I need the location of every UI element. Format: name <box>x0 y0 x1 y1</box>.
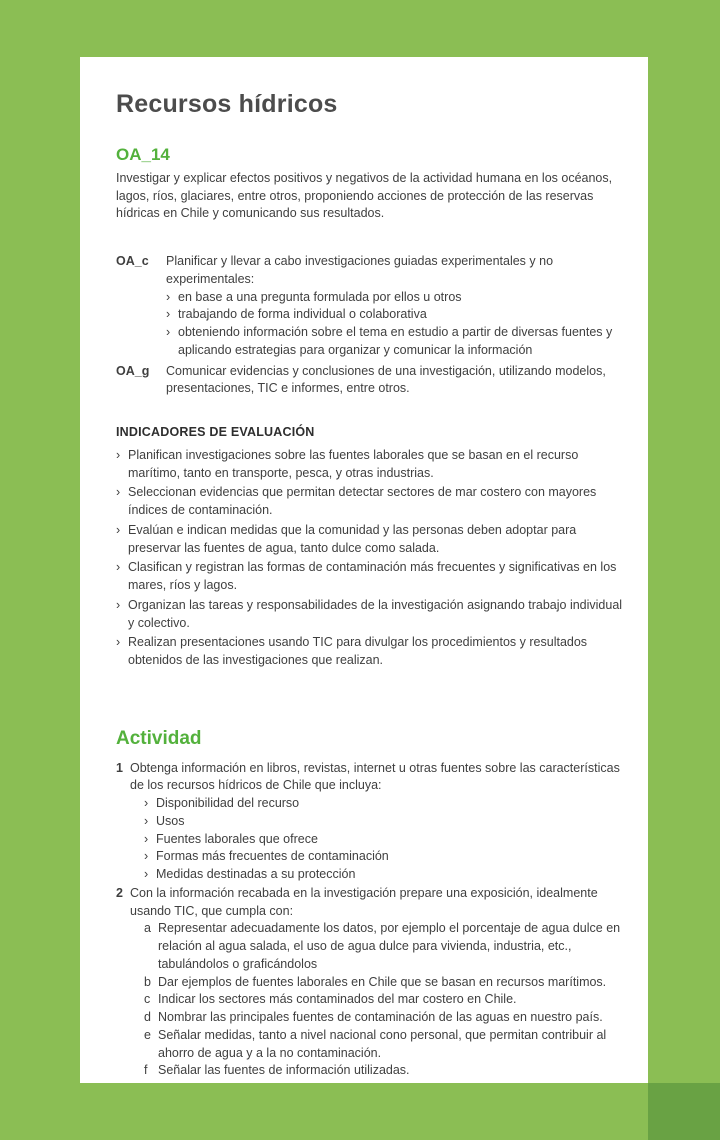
numbered-item-text: Obtenga información en libros, revistas, internet u otras fuentes sobre las características de los recursos hídricos de Chile que incluya: <box>130 760 620 793</box>
oa-item-text: Planificar y llevar a cabo investigaciones guiadas experimentales y no experimentales: <box>166 254 554 286</box>
sub-bullet-item <box>144 848 628 866</box>
page-title: Recursos hídricos <box>116 90 338 118</box>
bullet-item <box>166 289 628 307</box>
bullet-marker-icon <box>144 813 156 831</box>
letter-label: d <box>144 1010 151 1025</box>
indicator-item <box>116 447 628 483</box>
oa14-heading: OA_14 <box>116 144 170 164</box>
letter-item <box>144 1027 628 1063</box>
sub-bullet-item <box>144 866 628 884</box>
numbered-item-text: Con la información recabada en la investigación prepare una exposición, idealmente usando TIC, que cumpla con: <box>130 885 598 918</box>
indicator-text: Organizan las tareas y responsabilidades de la investigación asignando trabajo individual y colectivo. <box>128 597 623 630</box>
indicator-item <box>116 484 628 520</box>
letter-label: f <box>144 1063 148 1078</box>
letter-label: e <box>144 1027 151 1042</box>
indicator-item <box>116 559 628 595</box>
bullet-marker-icon <box>166 289 178 307</box>
oa14-text: Investigar y explicar efectos positivos y negativos de la actividad humana en los océanos, lagos, ríos, glaciares, entre otros, proponiendo acciones de protección de las reservas hídricas en Chile y comunicando sus resultados. <box>116 170 613 221</box>
oa-item-text: Comunicar evidencias y conclusiones de una investigación, utilizando modelos, presentaciones, TIC e informes, entre otros. <box>166 363 606 396</box>
letter-label: b <box>144 974 151 989</box>
letter-text: Dar ejemplos de fuentes laborales en Chile que se basan en recursos marítimos. <box>158 974 607 989</box>
item-number: 1 <box>116 760 123 775</box>
numbered-item-body <box>130 760 628 884</box>
letter-item <box>144 920 628 973</box>
indicator-item <box>116 634 628 670</box>
numbered-item-body <box>130 885 628 1080</box>
letter-text: Indicar los sectores más contaminados del mar costero en Chile. <box>158 992 517 1007</box>
bullet-marker-icon <box>144 848 156 866</box>
indicator-text: Seleccionan evidencias que permitan detectar sectores de mar costero con mayores índices de contaminación. <box>128 485 597 518</box>
bullet-marker-icon <box>166 324 178 360</box>
sub-bullet-item <box>144 813 628 831</box>
indicator-text: Planifican investigaciones sobre las fuentes laborales que se basan en el recurso marítimo, tanto en transporte, pesca, y otras industrias. <box>128 447 579 480</box>
document-page <box>80 57 648 1083</box>
bullet-marker-icon <box>116 559 128 595</box>
indicadores-heading: INDICADORES DE EVALUACIÓN <box>116 425 315 440</box>
sub-bullet-text: Usos <box>156 813 185 828</box>
bullet-text: en base a una pregunta formulada por ellos u otros <box>178 289 462 304</box>
bullet-marker-icon <box>116 597 128 633</box>
oa-item-body <box>166 363 628 399</box>
bullet-item <box>166 324 628 360</box>
bullet-marker-icon <box>144 795 156 813</box>
corner-accent <box>648 1083 720 1140</box>
indicator-text: Realizan presentaciones usando TIC para divulgar los procedimientos y resultados obtenidos de las investigaciones que realizan. <box>128 635 588 668</box>
sub-bullet-text: Fuentes laborales que ofrece <box>156 831 318 846</box>
letter-item <box>144 1062 628 1080</box>
letter-text: Representar adecuadamente los datos, por ejemplo el porcentaje de agua dulce en relación al agua salada, el uso de agua dulce para vivienda, industria, etc., tabulándolos o graficándolos <box>158 921 621 971</box>
letter-item <box>144 974 628 992</box>
item-number: 2 <box>116 885 123 900</box>
indicadores-list <box>116 447 628 670</box>
sub-bullet-item <box>144 795 628 813</box>
bullet-text: trabajando de forma individual o colaborativa <box>178 307 427 322</box>
actividad-list <box>116 760 628 1081</box>
letter-label: c <box>144 992 151 1007</box>
oa-item <box>116 253 628 360</box>
sub-bullet-text: Formas más frecuentes de contaminación <box>156 849 389 864</box>
bullet-marker-icon <box>144 866 156 884</box>
oa-items-list <box>116 253 628 398</box>
bullet-marker-icon <box>116 484 128 520</box>
bullet-marker-icon <box>116 447 128 483</box>
bullet-text: obteniendo información sobre el tema en estudio a partir de diversas fuentes y aplicando estrategias para organizar y comunicar la información <box>178 325 613 357</box>
lettered-list <box>144 920 628 1080</box>
bullet-item <box>166 306 628 324</box>
oa-item <box>116 363 628 399</box>
sub-bullet-text: Medidas destinadas a su protección <box>156 867 356 882</box>
letter-item <box>144 991 628 1009</box>
letter-label: a <box>144 921 151 936</box>
letter-text: Señalar las fuentes de información utilizadas. <box>158 1063 410 1078</box>
indicator-item <box>116 597 628 633</box>
letter-text: Señalar medidas, tanto a nivel nacional cono personal, que permitan contribuir al ahorro de agua y a la no contaminación. <box>158 1027 607 1060</box>
sub-bullet-item <box>144 831 628 849</box>
numbered-item-bullets <box>144 795 628 884</box>
bullet-marker-icon <box>166 306 178 324</box>
indicator-text: Clasifican y registran las formas de contaminación más frecuentes y significativas en los mares, ríos y lagos. <box>128 560 617 593</box>
oa-item-bullets <box>166 289 628 360</box>
indicator-text: Evalúan e indican medidas que la comunidad y las personas deben adoptar para preservar las fuentes de agua, tanto dulce como salada. <box>128 522 577 555</box>
bullet-marker-icon <box>116 634 128 670</box>
sub-bullet-text: Disponibilidad del recurso <box>156 796 300 811</box>
bullet-marker-icon <box>144 831 156 849</box>
letter-item <box>144 1009 628 1027</box>
indicator-item <box>116 522 628 558</box>
numbered-item <box>116 760 628 884</box>
letter-text: Nombrar las principales fuentes de contaminación de las aguas en nuestro país. <box>158 1010 603 1025</box>
oa-item-label: OA_g <box>116 363 150 378</box>
actividad-heading: Actividad <box>116 727 202 749</box>
oa-item-label: OA_c <box>116 254 149 269</box>
numbered-item <box>116 885 628 1080</box>
bullet-marker-icon <box>116 522 128 558</box>
oa-item-body <box>166 253 628 360</box>
